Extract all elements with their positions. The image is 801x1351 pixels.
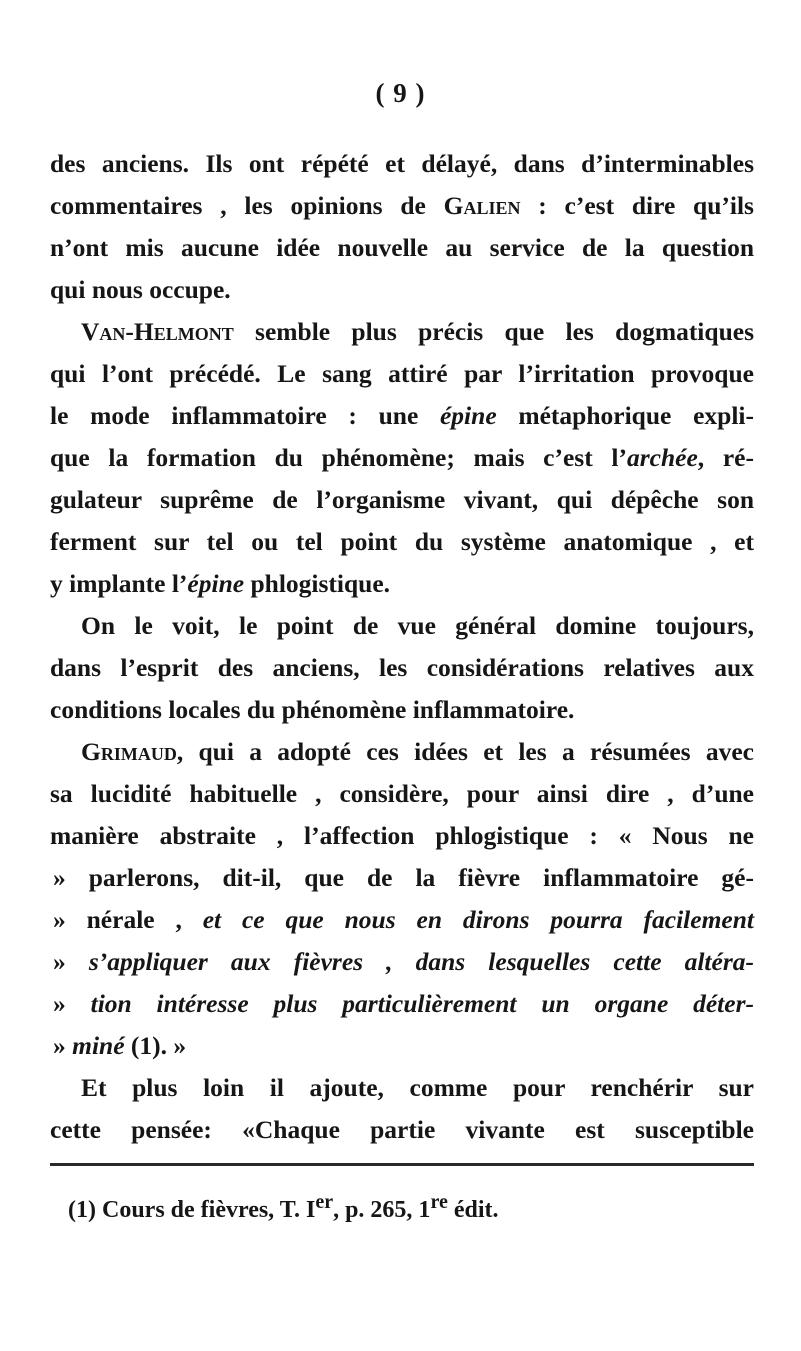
text-line: sa lucidité habituelle , considère, pour ainsi dire , d’une [50, 779, 754, 808]
text-run: , qui a adopté ces idées et les a résumées avec [176, 737, 754, 766]
superscript: er [315, 1191, 334, 1213]
italic-quote: et ce que nous en dirons pourra facilement [202, 905, 754, 934]
text-line [50, 437, 754, 479]
text-line: conditions locales du phénomène inflammatoire. [50, 695, 575, 724]
text-line: manière abstraite , l’affection phlogistique : « Nous ne [50, 821, 754, 850]
italic-term: épine [439, 401, 497, 430]
text-run: semble plus précis que les dogmatiques [233, 317, 754, 346]
quote-line: » parlerons, dit-il, que de la fièvre inflammatoire gé- [53, 863, 754, 892]
text-line: Et plus loin il ajoute, comme pour renchérir sur [81, 1073, 754, 1102]
text-line: On le voit, le point de vue général domine toujours, [81, 611, 754, 640]
text-line [81, 731, 754, 773]
italic-term: archée [626, 443, 698, 472]
italic-term: épine [187, 569, 245, 598]
author-name: Van-Helmont [81, 317, 234, 346]
quote-line [53, 1025, 754, 1067]
superscript: re [430, 1191, 448, 1213]
text-run: » nérale , [53, 905, 203, 934]
italic-quote: tion intéresse plus particulièrement un organe déter- [90, 989, 754, 1018]
text-run: phlogistique. [244, 569, 391, 598]
footnote-reference: (1). » [124, 1031, 187, 1060]
text-line: des anciens. Ils ont répété et délayé, dans d’interminables [50, 149, 754, 178]
text-line [50, 563, 754, 605]
text-line: qui nous occupe. [50, 275, 231, 304]
text-line [50, 185, 754, 227]
text-run: que la formation du phénomène; mais c’est l’ [50, 443, 627, 472]
text-line: dans l’esprit des anciens, les considérations relatives aux [50, 653, 754, 682]
text-run: : c’est dire qu’ils [520, 191, 754, 220]
text-run: y implante l’ [50, 569, 188, 598]
quote-line [53, 899, 754, 941]
page-number: ( 9 ) [375, 78, 426, 108]
text-run: commentaires , les opinions de [50, 191, 444, 220]
text-run: , ré- [697, 443, 754, 472]
text-line [81, 311, 754, 353]
footnote-divider [50, 1163, 754, 1166]
text-line: gulateur suprême de l’organisme vivant, qui dépêche son [50, 485, 754, 514]
text-run: métaphorique expli- [496, 401, 754, 430]
footnote [68, 1182, 499, 1222]
text-run: , p. 265, 1 [333, 1197, 431, 1223]
italic-quote: miné [72, 1031, 125, 1060]
italic-quote: s’appliquer aux fièvres , dans lesquelles cette altéra- [88, 947, 754, 976]
text-line: ferment sur tel ou tel point du système anatomique , et [50, 527, 754, 556]
quote-line [53, 983, 754, 1025]
text-run: » [53, 947, 89, 976]
text-run: édit. [447, 1197, 499, 1223]
footnote-marker: (1) [68, 1197, 96, 1223]
text-line: cette pensée: «Chaque partie vivante est susceptible [50, 1115, 754, 1144]
text-run: Cours de fièvres, T. I [95, 1197, 316, 1223]
text-line: qui l’ont précédé. Le sang attiré par l’irritation provoque [50, 359, 754, 388]
text-line [50, 395, 754, 437]
author-name: Galien [443, 191, 521, 220]
author-name: Grimaud [81, 737, 177, 766]
text-run: » [53, 989, 91, 1018]
text-line: n’ont mis aucune idée nouvelle au service de la question [50, 233, 754, 262]
quote-line [53, 941, 754, 983]
text-run: » [53, 1031, 73, 1060]
text-run: le mode inflammatoire : une [50, 401, 440, 430]
